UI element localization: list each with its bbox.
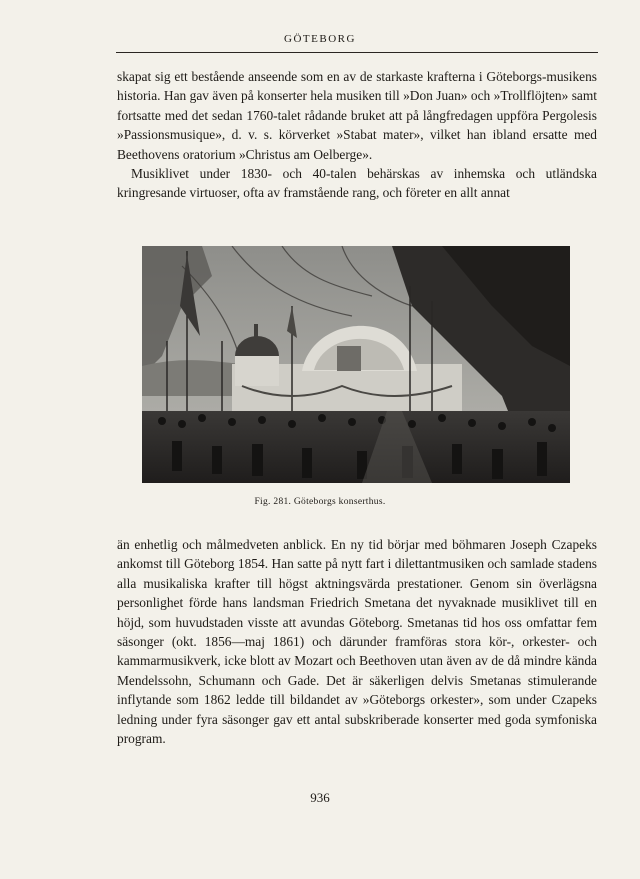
header-rule (116, 52, 598, 53)
running-head: GÖTEBORG (284, 33, 356, 45)
figure-caption: Fig. 281. Göteborgs konserthus. (254, 497, 386, 507)
page-number: 936 (310, 790, 330, 805)
paragraph-3: än enhetlig och målmedveten anblick. En ny tid börjar med böhmaren Joseph Czapeks ankomst till Göteborg 1854. Han satte på nytt fart i dilettantmusiken och samlade stadens alla musikaliska krafter till högst aktningsvärda prestationer. Genom sin överlägsna personlighet förde hans landsman Friedrich Smetana det nyvaknade musiklivet till en höjd, som huvudstaden visste att avundas Göteborg. Smetanas tid hos oss omfattar fem säsonger (okt. 1856—maj 1861) och därunder framföras stora kör-, orkester- och kammarmusikverk, icke blott av Mozart och Beethoven utan även av de då mindre kända Mendelssohn, Schumann och Gade. Det är säkerligen delvis Smetanas stimulerande inflytande som 1862 ledde till bildandet av »Göteborgs orkester», som under Czapeks ledning under fyra säsonger gav ett antal subskriberade konserter med goda symfoniska program. (117, 537, 597, 747)
photo-concert-hall (142, 246, 570, 483)
paragraph-1: skapat sig ett bestående anseende som en av de starkaste krafterna i Göteborgs-musikens historia. Han gav även på konserter hela musiken till »Don Juan» och »Trollflöjten» samt fortsatte med det sedan 1760-talet rådande bruket att på långfredagen uppföra Pergolesis »Passionsmusique», d. v. s. körverket »Stabat mater», vilket han ibland ersatte med Beethovens oratorium »Christus am Oelberge». (117, 69, 597, 162)
body-text-top (117, 67, 597, 203)
paragraph-2: Musiklivet under 1830- och 40-talen behärskas av inhemska och utländska kringresande virtuoser, ofta av framstående rang, och företer en allt annat (117, 166, 597, 201)
